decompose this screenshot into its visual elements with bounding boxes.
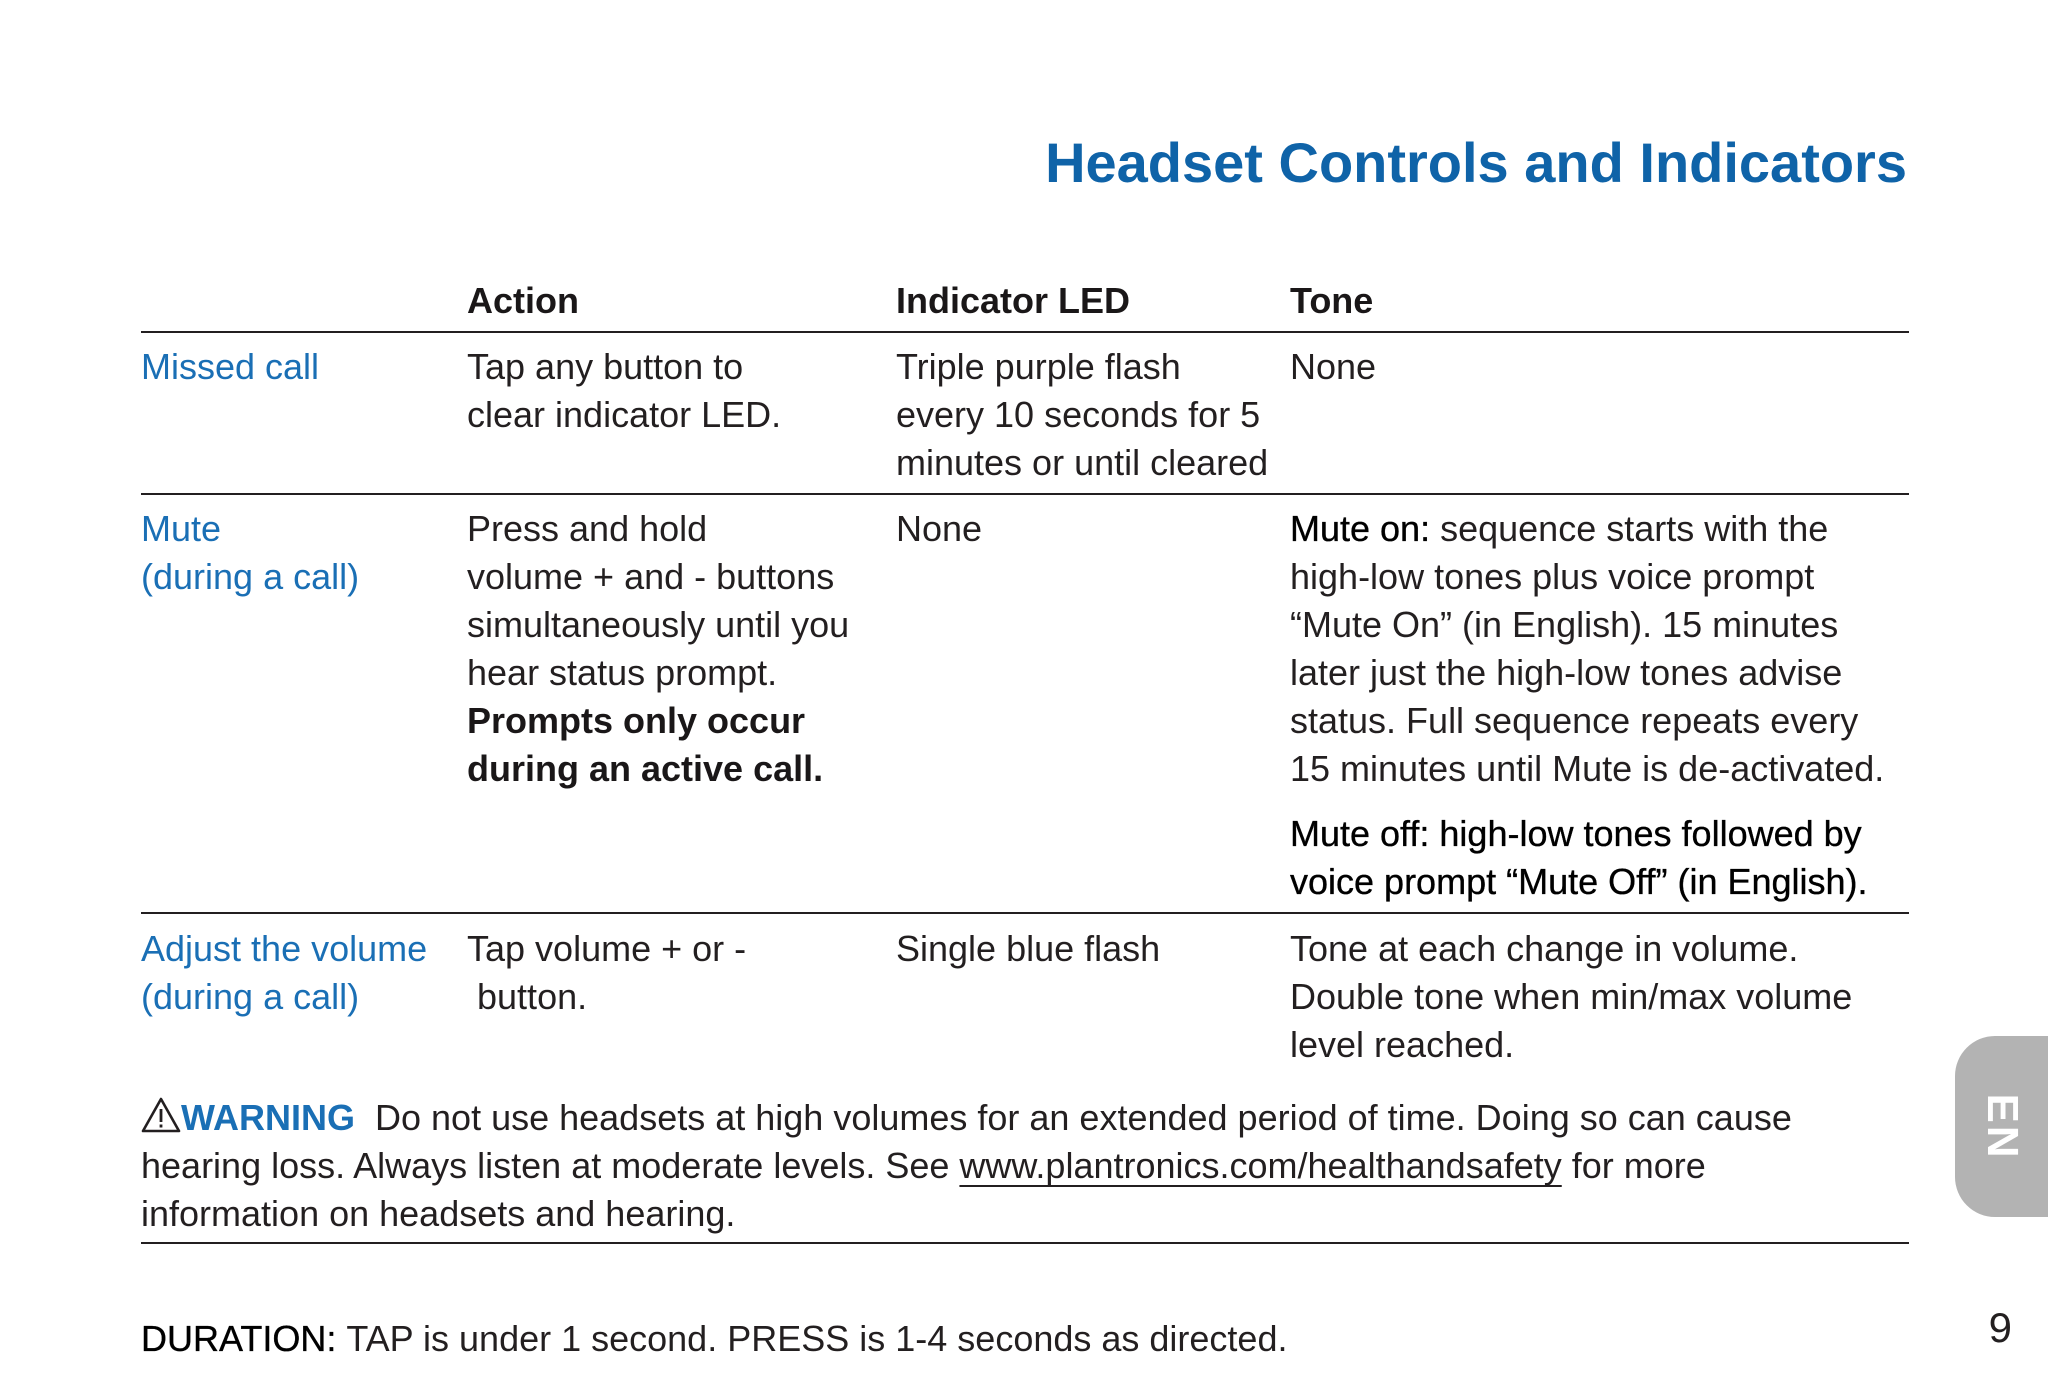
warning-notice [141, 1094, 1909, 1238]
row-divider [141, 912, 1909, 914]
health-and-safety-link[interactable]: www.plantronics.com/healthandsafety [959, 1145, 1562, 1186]
row-divider [141, 493, 1909, 495]
language-tab [1955, 1036, 2048, 1217]
table-row-mute [141, 505, 1909, 907]
language-tab-label: EN [1977, 1092, 2027, 1161]
header-action: Action [467, 280, 579, 321]
row-action: Tap any button to clear indicator LED. [467, 346, 782, 435]
row-tone: None [1290, 346, 1377, 387]
header-tone: Tone [1290, 280, 1374, 321]
tone-mute-off: Mute off: high-low tones followed by voice prompt “Mute Off” (in English). [1290, 813, 1868, 902]
tone-mute-on [1290, 505, 1940, 793]
row-label: Missed call [141, 346, 320, 387]
row-label: Adjust the volume (during a call) [141, 928, 428, 1017]
duration-note [141, 1315, 1287, 1363]
tone-mute-on-label: Mute on: [1290, 508, 1431, 549]
table-row-adjust-volume [141, 925, 1909, 1069]
row-indicator-led: Triple purple flash every 10 seconds for 5 minutes or until cleared [896, 346, 1269, 483]
duration-text: TAP is under 1 second. PRESS is 1-4 seconds as directed. [346, 1318, 1288, 1359]
warning-label: WARNING [181, 1097, 355, 1138]
warning-divider [141, 1242, 1909, 1244]
page-title: Headset Controls and Indicators [1045, 131, 1907, 194]
row-action-text: Press and hold volume + and - buttons simultaneously until you hear status prompt. [467, 508, 850, 693]
warning-triangle-icon [141, 1097, 181, 1133]
row-indicator-led: None [896, 508, 983, 549]
table-header-row [141, 277, 1909, 325]
row-label: Mute (during a call) [141, 508, 360, 597]
row-tone [1290, 505, 1940, 906]
tone-mute-on-text: sequence starts with the high-low tones plus voice prompt “Mute On” (in English). 15 minutes later just the high-low tones advise status. Full sequence repeats every 15 minutes until Mute is de-activated. [1290, 508, 1885, 789]
warning-text-end: for more information on headsets and hearing. [141, 1145, 1706, 1234]
row-action-note: Prompts only occur during an active call. [467, 700, 824, 789]
header-divider [141, 331, 1909, 333]
duration-label: DURATION: [141, 1318, 337, 1359]
row-action [467, 505, 887, 793]
table-row-missed-call [141, 343, 1909, 487]
row-tone: Tone at each change in volume. Double tone when min/max volume level reached. [1290, 928, 1853, 1065]
page-number: 9 [1988, 1304, 2012, 1351]
header-indicator-led: Indicator LED [896, 280, 1131, 321]
row-indicator-led: Single blue flash [896, 928, 1161, 969]
row-action: Tap volume + or - button. [467, 928, 747, 1017]
warning-text: Do not use headsets at high volumes for an extended period of time. Doing so can cause hearing loss. Always listen at moderate levels. See [141, 1097, 1792, 1186]
